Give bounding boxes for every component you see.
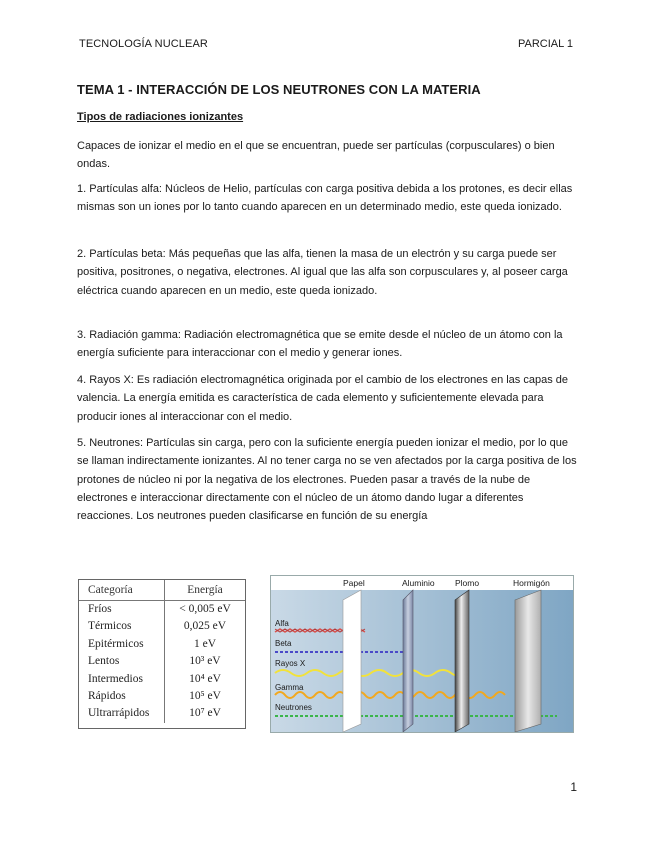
header-right: PARCIAL 1 (517, 38, 573, 50)
cell-category: Fríos (79, 601, 165, 619)
cell-category: Rápidos (79, 688, 165, 705)
table-row (79, 601, 245, 619)
header-left: TECNOLOGÍA NUCLEAR (79, 38, 208, 50)
table-row (79, 705, 245, 722)
label-gamma: Gamma (275, 683, 304, 692)
material-label-plomo: Plomo (455, 578, 480, 588)
cell-energy: 10⁷ eV (189, 707, 221, 720)
paragraph-rayos-x: 4. Rayos X: Es radiación electromagnética originada por el cambio de los electrones en las capas de valencia. La energía emitida es característica de cada elemento y suficientemente elevada para producir iones al interaccionar con el medio. (77, 374, 568, 423)
penetration-svg (271, 576, 573, 732)
cell-category: Térmicos (79, 618, 165, 635)
paragraph-alfa: 1. Partículas alfa: Núcleos de Helio, partículas con carga positiva debida a los protones, es decir ellas mismas son un iones por lo tanto cuando aparecen en un determinado medio, este queda ionizado. (77, 183, 573, 214)
table-row (79, 671, 245, 688)
material-label-aluminio: Aluminio (402, 578, 435, 588)
page-title: TEMA 1 - INTERACCIÓN DE LOS NEUTRONES CON LA MATERIA (77, 82, 481, 97)
cell-energy: 1 eV (193, 637, 217, 650)
penetration-diagram (270, 575, 574, 733)
energy-table (78, 579, 246, 729)
cell-energy: 10⁵ eV (189, 690, 221, 703)
label-beta: Beta (275, 639, 292, 648)
plomo-plate (455, 590, 469, 732)
papel-plate (343, 590, 361, 732)
paragraph-beta: 2. Partículas beta: Más pequeñas que las alfa, tienen la masa de un electrón y su carga puede ser positiva, positrones, o negativa, electrones. Al igual que las alfa son corpusculares y, al poseer carga eléctrica cuando aparecen en un medio, este queda ionizado. (77, 248, 568, 297)
cell-category: Lentos (79, 653, 165, 670)
cell-energy: < 0,005 eV (179, 603, 231, 615)
page-number: 1 (570, 780, 577, 794)
header-categoria: Categoría (79, 580, 165, 601)
cell-category: Ultrarrápidos (79, 705, 165, 722)
cell-category: Epitérmicos (79, 636, 165, 653)
label-rayos-x: Rayos X (275, 659, 306, 668)
label-alfa: Alfa (275, 619, 289, 628)
material-label-papel: Papel (343, 578, 365, 588)
header-energia: Energía (165, 580, 246, 601)
paragraph-gamma: 3. Radiación gamma: Radiación electromagnética que se emite desde el núcleo de un átomo con la energía suficiente para interaccionar con el medio y generar iones. (77, 329, 563, 360)
cell-category: Intermedios (79, 671, 165, 688)
energy-table-header (79, 580, 245, 601)
label-neutrones: Neutrones (275, 703, 312, 712)
table-row (79, 653, 245, 670)
paragraph-intro: Capaces de ionizar el medio en el que se encuentran, puede ser partículas (corpusculares) o bien ondas. (77, 140, 555, 171)
paragraph-neutrones: 5. Neutrones: Partículas sin carga, pero con la suficiente energía pueden ionizar el medio, por lo que se llaman indirectamente ionizantes. Al no tener carga no se ven afectados por la carga positiva de los protones de núcleo ni por la negativa de los electrones. Pueden pasar a través de la nube de electrones e interaccionar directamente con el núcleo de un átomo dando lugar a diferentes reacciones. Los neutrones pueden clasificarse en función de su energía (77, 437, 577, 523)
section-subtitle: Tipos de radiaciones ionizantes (77, 111, 244, 123)
aluminio-plate (403, 590, 413, 732)
cell-energy: 0,025 eV (183, 620, 227, 633)
table-row (79, 688, 245, 705)
table-row (79, 618, 245, 635)
table-row (79, 636, 245, 653)
cell-energy: 10⁴ eV (189, 672, 221, 685)
cell-energy: 10³ eV (189, 655, 221, 668)
material-label-hormigon: Hormigón (513, 578, 550, 588)
hormigon-plate (515, 590, 541, 732)
